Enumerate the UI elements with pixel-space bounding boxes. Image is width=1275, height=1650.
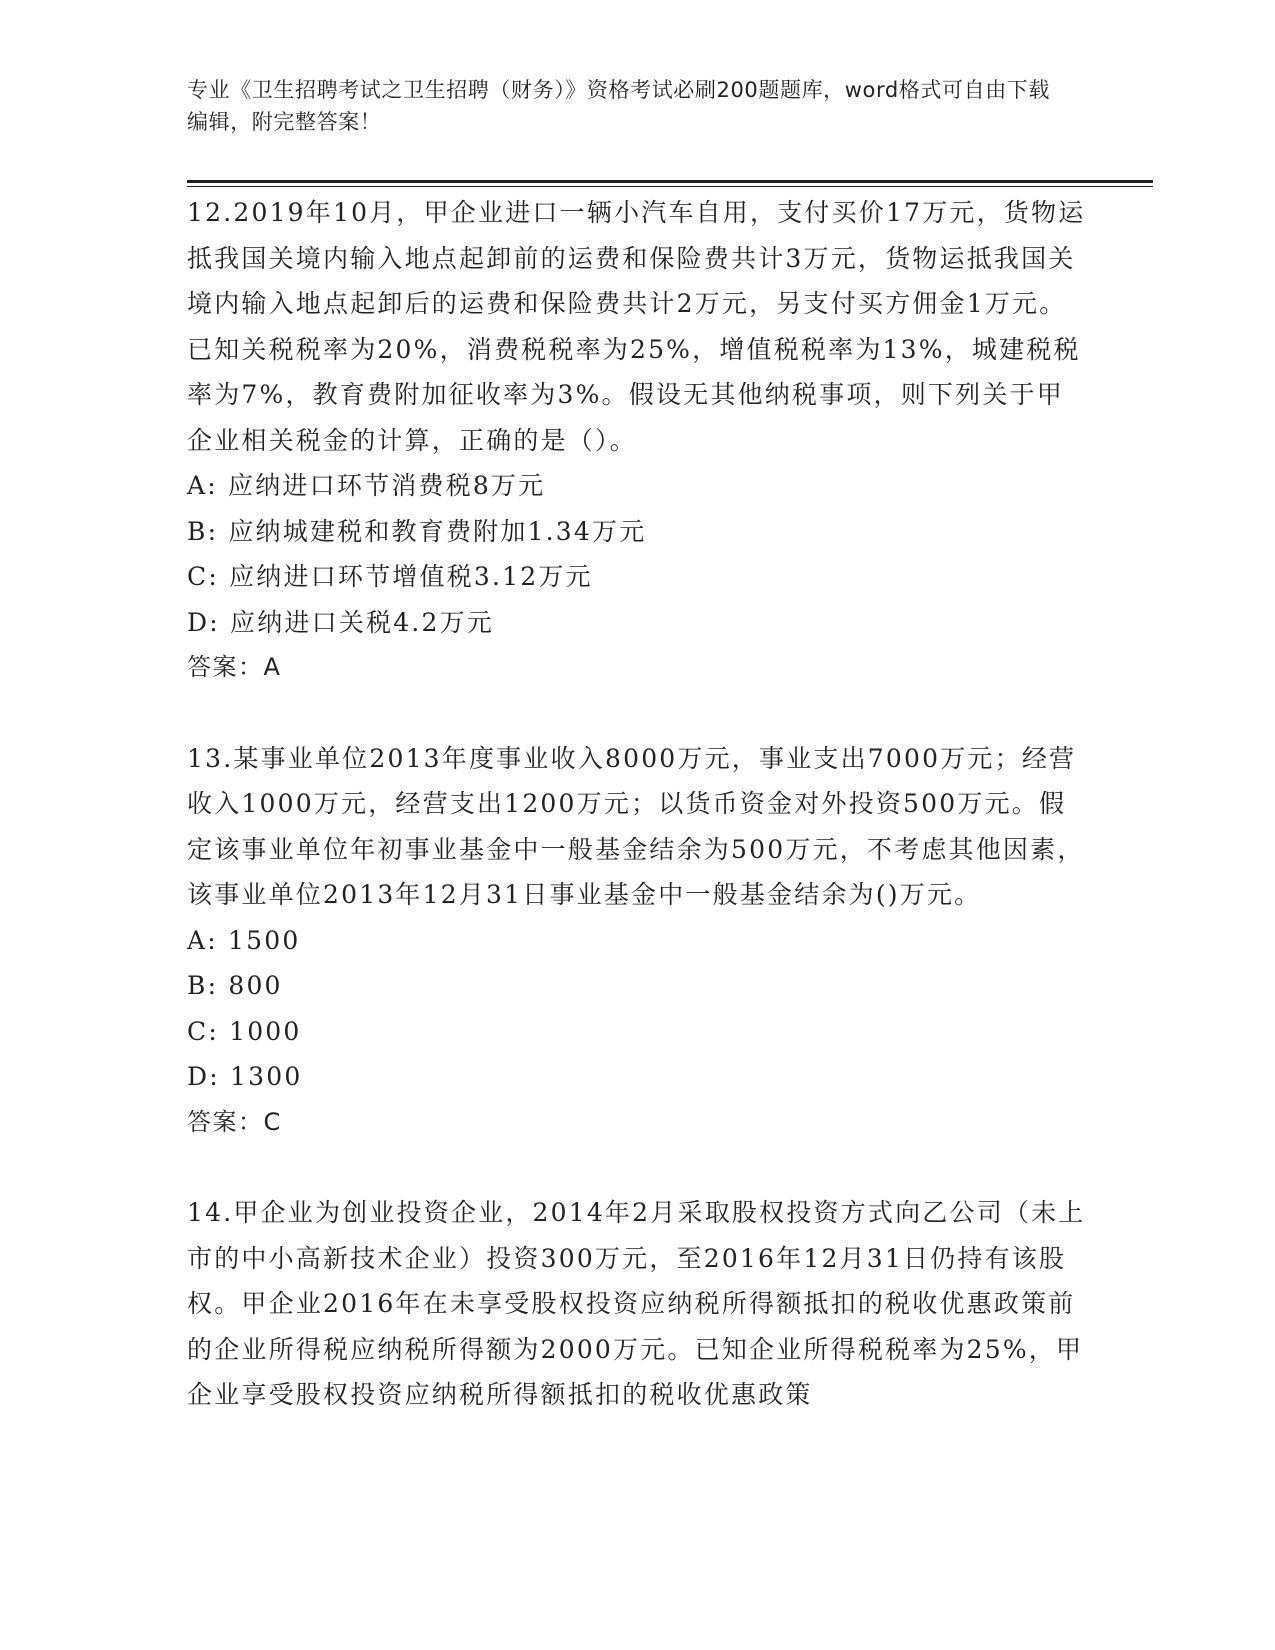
header-divider-thick <box>187 180 1153 183</box>
question-13 <box>187 736 1087 1146</box>
question-stem: 13.某事业单位2013年度事业收入8000万元，事业支出7000万元；经营收入1000万元，经营支出1200万元；以货币资金对外投资500万元。假定该事业单位年初事业基金中一般基金结余为500万元，不考虑其他因素，该事业单位2013年12月31日事业基金中一般基金结余为()万元。 <box>187 743 1085 909</box>
question-spacer <box>187 1145 1087 1190</box>
question-stem: 14.甲企业为创业投资企业，2014年2月采取股权投资方式向乙公司（未上市的中小高新技术企业）投资300万元，至2016年12月31日仍持有该股权。甲企业2016年在未享受股权投资应纳税所得额抵扣的税收优惠政策前的企业所得税应纳税所得额为2000万元。已知企业所得税税率为25%，甲企业享受股权投资应纳税所得额抵扣的税收优惠政策 <box>187 1198 1086 1409</box>
question-12 <box>187 190 1087 691</box>
question-14 <box>187 1190 1087 1418</box>
option-a: A: 应纳进口环节消费税8万元 <box>187 471 546 500</box>
option-b: B: 应纳城建税和教育费附加1.34万元 <box>187 516 647 546</box>
option-d: D: 应纳进口关税4.2万元 <box>187 607 494 637</box>
document-body <box>187 190 1087 1418</box>
option-b: B: 800 <box>187 971 283 1000</box>
document-header: 专业《卫生招聘考试之卫生招聘（财务）》资格考试必刷200题题库，word格式可自由下载编辑，附完整答案！ <box>187 78 1050 134</box>
option-c: C: 1000 <box>187 1016 302 1046</box>
header-divider-thin <box>187 186 1153 187</box>
question-spacer <box>187 691 1087 736</box>
answer-line: 答案：C <box>187 1107 282 1136</box>
option-c: C: 应纳进口环节增值税3.12万元 <box>187 562 593 591</box>
question-stem: 12.2019年10月，甲企业进口一辆小汽车自用，支付买价17万元，货物运抵我国关境内输入地点起卸前的运费和保险费共计3万元，货物运抵我国关境内输入地点起卸后的运费和保险费共计2万元，另支付买方佣金1万元。已知关税税率为20%，消费税税率为25%，增值税税率为13%，城建税税率为7%，教育费附加征收率为3%。假设无其他纳税事项，则下列关于甲企业相关税金的计算，正确的是（）。 <box>187 198 1086 455</box>
option-d: D: 1300 <box>187 1062 303 1091</box>
option-a: A: 1500 <box>187 925 301 955</box>
answer-line: 答案：A <box>187 653 282 681</box>
